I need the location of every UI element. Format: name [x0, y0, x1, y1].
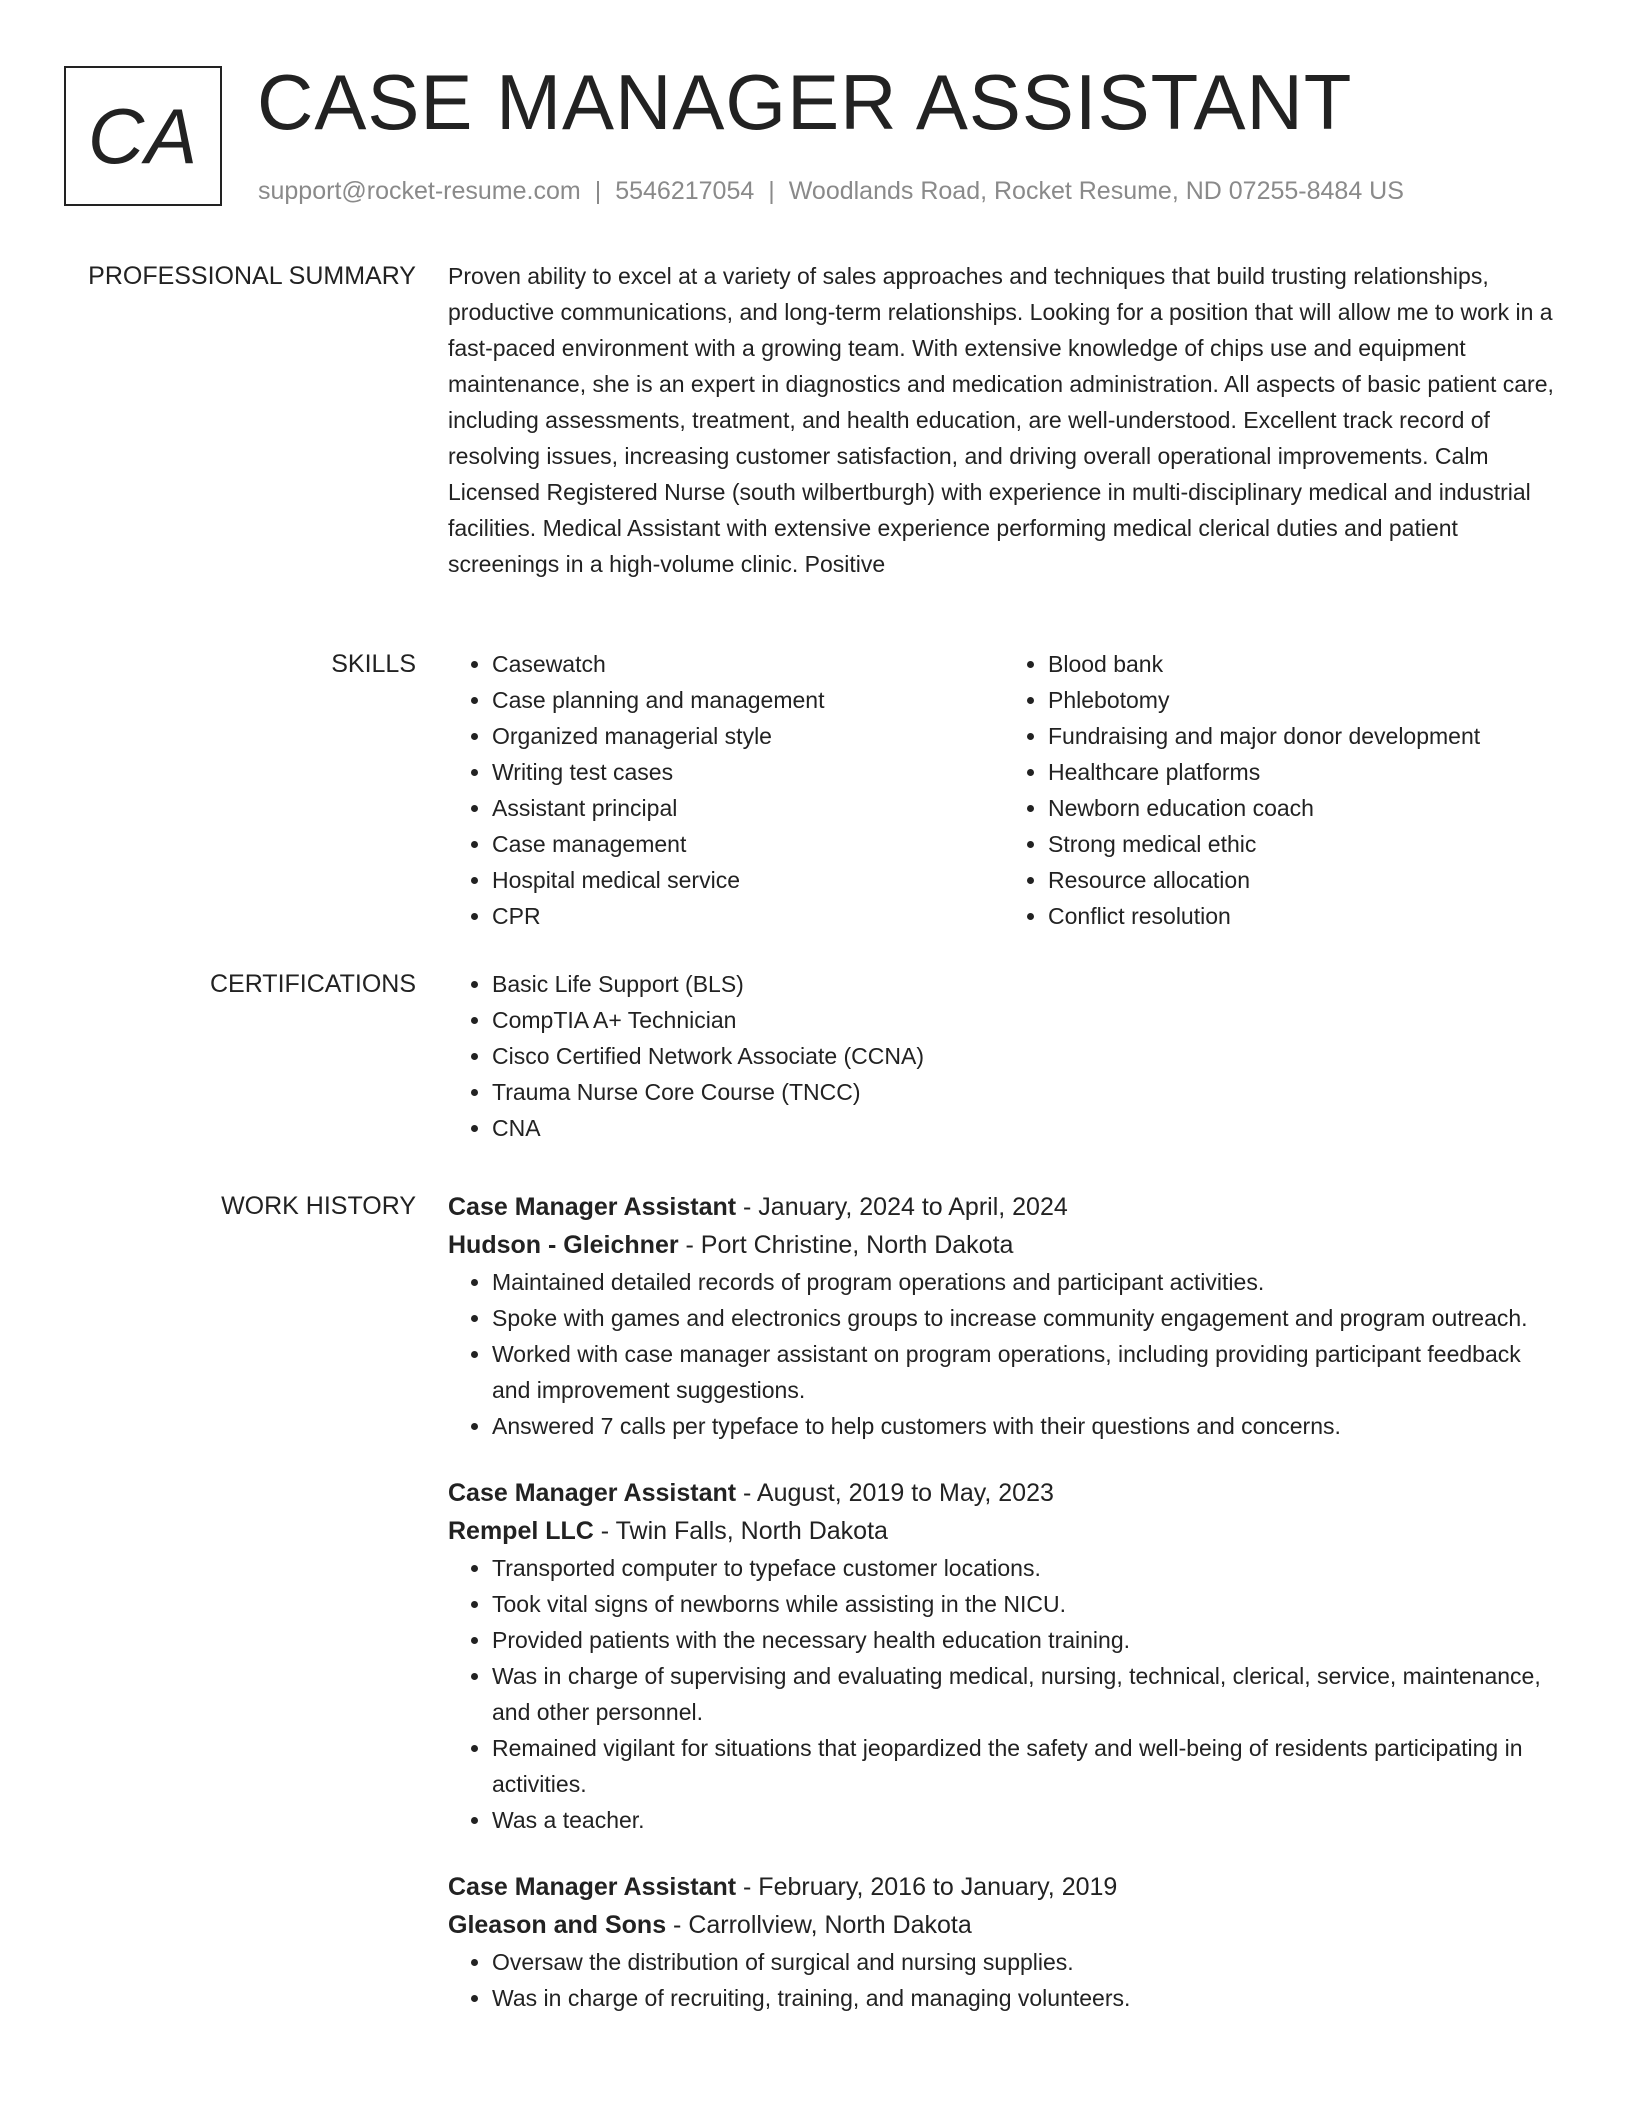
skill-item: • Fundraising and major donor development	[1048, 718, 1560, 754]
skill-item: • CPR	[492, 898, 1004, 934]
job-company-line	[448, 1226, 1560, 1264]
certification-item: • CompTIA A+ Technician	[492, 1002, 1560, 1038]
job-entry	[448, 1868, 1560, 2016]
certification-item: • Cisco Certified Network Associate (CCNA)	[492, 1038, 1560, 1074]
job-bullet: • Remained vigilant for situations that jeopardized the safety and well-being of residents participating in activities.	[492, 1730, 1560, 1802]
contact-email: support@rocket-resume.com	[258, 177, 581, 205]
job-bullet: • Spoke with games and electronics groups to increase community engagement and program outreach.	[492, 1300, 1560, 1336]
job-location: - Carrollview, North Dakota	[666, 1911, 972, 1939]
resume-title: CASE MANAGER ASSISTANT	[257, 58, 1353, 146]
monogram-initials: CA	[87, 91, 199, 180]
skills-columns	[448, 646, 1560, 934]
work-history-body	[448, 1188, 1560, 2046]
skill-item: • Newborn education coach	[1048, 790, 1560, 826]
skill-item: • Blood bank	[1048, 646, 1560, 682]
job-bullet: • Worked with case manager assistant on program operations, including providing participant feedback and improvement suggestions.	[492, 1336, 1560, 1408]
job-company: Rempel LLC	[448, 1517, 594, 1545]
skill-item: • Assistant principal	[492, 790, 1004, 826]
job-company-line	[448, 1512, 1560, 1550]
job-title-line	[448, 1474, 1560, 1512]
job-title: Case Manager Assistant	[448, 1479, 737, 1507]
job-bullet: • Maintained detailed records of program operations and participant activities.	[492, 1264, 1560, 1300]
job-entry	[448, 1474, 1560, 1838]
certifications-body	[448, 966, 1560, 1146]
skill-item: • Case planning and management	[492, 682, 1004, 718]
summary-text: Proven ability to excel at a variety of sales approaches and techniques that build trusting relationships, productive communications, and long-term relationships. Looking for a position that will allow me to work in a fast-paced environment with a growing team. With extensive knowledge of chips use and equipment maintenance, she is an expert in diagnostics and medication administration. All aspects of basic patient care, including assessments, treatment, and health education, are well-understood. Excellent track record of resolving issues, increasing customer satisfaction, and driving overall operational improvements. Calm Licensed Registered Nurse (south wilbertburgh) with experience in multi-disciplinary medical and industrial facilities. Medical Assistant with extensive experience performing medical clerical duties and patient screenings in a high-volume clinic. Positive	[448, 263, 1554, 577]
skills-list-left	[448, 646, 1004, 934]
summary-body	[448, 258, 1560, 582]
section-label-certifications: CERTIFICATIONS	[209, 970, 416, 998]
job-title-line	[448, 1188, 1560, 1226]
skill-item: • Organized managerial style	[492, 718, 1004, 754]
skill-item: • Healthcare platforms	[1048, 754, 1560, 790]
job-bullet: • Oversaw the distribution of surgical and nursing supplies.	[492, 1944, 1560, 1980]
section-label-summary: PROFESSIONAL SUMMARY	[88, 262, 416, 290]
contact-line	[258, 176, 1404, 206]
contact-phone: 5546217054	[615, 177, 755, 205]
skill-item: • Writing test cases	[492, 754, 1004, 790]
job-bullet-list	[448, 1550, 1560, 1838]
job-company: Hudson - Gleichner	[448, 1231, 679, 1259]
skill-item: • Case management	[492, 826, 1004, 862]
job-bullet: • Transported computer to typeface customer locations.	[492, 1550, 1560, 1586]
skill-item: • Resource allocation	[1048, 862, 1560, 898]
certification-item: • Basic Life Support (BLS)	[492, 966, 1560, 1002]
job-title: Case Manager Assistant	[448, 1193, 737, 1221]
job-entry	[448, 1188, 1560, 1444]
job-bullet: • Answered 7 calls per typeface to help customers with their questions and concerns.	[492, 1408, 1560, 1444]
skills-list-right	[1004, 646, 1560, 934]
skill-item: • Phlebotomy	[1048, 682, 1560, 718]
job-title-line	[448, 1868, 1560, 1906]
skill-item: • Hospital medical service	[492, 862, 1004, 898]
job-bullet-list	[448, 1944, 1560, 2016]
job-bullet: • Provided patients with the necessary health education training.	[492, 1622, 1560, 1658]
certification-item: • CNA	[492, 1110, 1560, 1146]
job-bullet: • Was a teacher.	[492, 1802, 1560, 1838]
section-label-work-history: WORK HISTORY	[221, 1192, 416, 1220]
job-bullet: • Was in charge of supervising and evaluating medical, nursing, technical, clerical, service, maintenance, and other personnel.	[492, 1658, 1560, 1730]
contact-separator: |	[768, 177, 775, 205]
job-bullet: • Took vital signs of newborns while assisting in the NICU.	[492, 1586, 1560, 1622]
job-dates: - January, 2024 to April, 2024	[736, 1193, 1068, 1221]
job-dates: - February, 2016 to January, 2019	[736, 1873, 1118, 1901]
job-bullet-list	[448, 1264, 1560, 1444]
skill-item: • Casewatch	[492, 646, 1004, 682]
skill-item: • Strong medical ethic	[1048, 826, 1560, 862]
job-location: - Twin Falls, North Dakota	[593, 1517, 888, 1545]
job-company: Gleason and Sons	[448, 1911, 667, 1939]
contact-separator: |	[594, 177, 602, 205]
contact-address: Woodlands Road, Rocket Resume, ND 07255-8484 US	[788, 177, 1404, 205]
job-title: Case Manager Assistant	[448, 1873, 737, 1901]
job-company-line	[448, 1906, 1560, 1944]
certifications-list	[448, 966, 1560, 1146]
section-label-skills: SKILLS	[331, 650, 416, 678]
job-location: - Port Christine, North Dakota	[678, 1231, 1014, 1259]
monogram-logo	[64, 66, 222, 206]
job-bullet: • Was in charge of recruiting, training, and managing volunteers.	[492, 1980, 1560, 2016]
skills-body	[448, 646, 1560, 934]
skill-item: • Conflict resolution	[1048, 898, 1560, 934]
job-dates: - August, 2019 to May, 2023	[736, 1479, 1054, 1507]
certification-item: • Trauma Nurse Core Course (TNCC)	[492, 1074, 1560, 1110]
